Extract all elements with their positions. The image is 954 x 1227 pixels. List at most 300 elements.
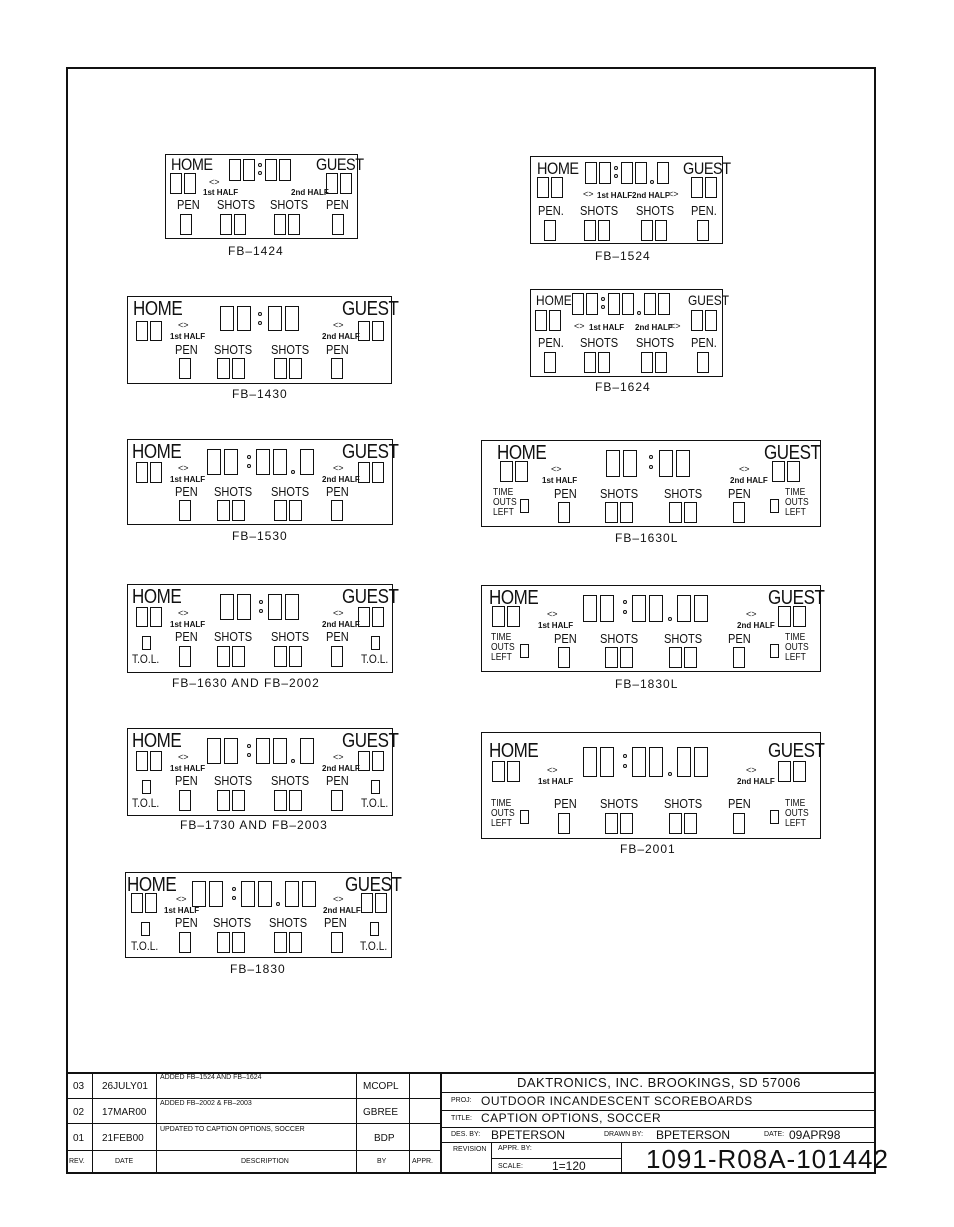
digit bbox=[584, 220, 596, 241]
digit bbox=[520, 644, 529, 658]
digit bbox=[224, 738, 238, 764]
colon-dot bbox=[649, 465, 653, 469]
possession-arrow-icon: <> bbox=[739, 464, 750, 474]
second-half-caption: 2nd HALF bbox=[322, 332, 360, 341]
home-caption: HOME bbox=[497, 442, 547, 464]
digit bbox=[179, 790, 191, 811]
shots-caption: SHOTS bbox=[271, 484, 310, 499]
pen-caption: PEN bbox=[326, 484, 349, 499]
digit bbox=[658, 293, 670, 315]
possession-arrow-icon: <> bbox=[668, 189, 679, 199]
digit bbox=[371, 780, 380, 794]
digit bbox=[256, 449, 270, 475]
colon-dot bbox=[601, 297, 605, 301]
digit bbox=[793, 761, 806, 782]
shots-caption: SHOTS bbox=[600, 796, 639, 811]
second-half-caption: 2nd HALF bbox=[322, 620, 360, 629]
first-half-caption: 1st HALF bbox=[597, 191, 633, 200]
description-header: DESCRIPTION bbox=[241, 1158, 289, 1165]
digit bbox=[621, 162, 633, 184]
digit bbox=[778, 606, 791, 627]
digit bbox=[256, 738, 270, 764]
pen-caption: PEN. bbox=[538, 203, 564, 218]
pen-caption: PEN bbox=[175, 342, 198, 357]
digit bbox=[558, 502, 570, 523]
pen-caption: PEN bbox=[728, 486, 751, 501]
shots-caption: SHOTS bbox=[271, 773, 310, 788]
shots-caption: SHOTS bbox=[214, 342, 253, 357]
possession-arrow-icon: <> bbox=[178, 463, 189, 473]
digit bbox=[649, 747, 663, 777]
digit bbox=[787, 461, 800, 482]
home-caption: HOME bbox=[132, 441, 182, 463]
digit bbox=[150, 607, 162, 627]
revision-by: MCOPL bbox=[363, 1081, 399, 1092]
digit bbox=[558, 647, 570, 668]
time-outs-left-caption: TIME OUTS LEFT bbox=[491, 632, 515, 663]
digit bbox=[232, 646, 245, 667]
scoreboard-fb1830 bbox=[125, 872, 402, 958]
digit bbox=[340, 173, 352, 194]
digit bbox=[605, 647, 618, 668]
digit bbox=[331, 646, 343, 667]
second-half-caption: 2nd HALF bbox=[635, 323, 673, 332]
possession-arrow-icon: <> bbox=[333, 608, 344, 618]
digit bbox=[136, 607, 148, 627]
drawn-label: DRAWN BY: bbox=[604, 1131, 644, 1138]
possession-arrow-icon: <> bbox=[583, 189, 594, 199]
digit bbox=[372, 751, 384, 771]
digit bbox=[632, 747, 646, 777]
decimal-dot bbox=[637, 311, 641, 315]
shots-caption: SHOTS bbox=[214, 484, 253, 499]
scoreboard-fb1430 bbox=[127, 296, 399, 384]
digit bbox=[285, 306, 299, 331]
digit bbox=[229, 159, 241, 181]
model-label: FB–2001 bbox=[620, 842, 676, 856]
home-caption: HOME bbox=[127, 874, 177, 896]
digit bbox=[274, 500, 287, 521]
digit bbox=[243, 159, 255, 181]
guest-caption: GUEST bbox=[342, 441, 399, 463]
time-outs-left-caption: TIME OUTS LEFT bbox=[493, 487, 517, 518]
first-half-caption: 1st HALF bbox=[170, 475, 206, 484]
revision-date: 21FEB00 bbox=[102, 1133, 144, 1144]
digit bbox=[361, 893, 373, 913]
second-half-caption: 2nd HALF bbox=[323, 906, 361, 915]
scoreboard-fb1524 bbox=[530, 156, 731, 244]
possession-arrow-icon: <> bbox=[670, 321, 681, 331]
pen-caption: PEN bbox=[554, 486, 577, 501]
rev-header: REV. bbox=[69, 1158, 85, 1165]
digit bbox=[375, 893, 387, 913]
digit bbox=[535, 310, 547, 331]
digit bbox=[331, 790, 343, 811]
colon-dot bbox=[614, 166, 618, 170]
digit bbox=[598, 220, 610, 241]
digit bbox=[694, 747, 708, 777]
digit bbox=[274, 932, 287, 953]
digit bbox=[549, 310, 561, 331]
tol-caption: T.O.L. bbox=[361, 652, 389, 666]
digit bbox=[507, 606, 520, 627]
digit bbox=[551, 177, 563, 198]
pen-caption: PEN bbox=[728, 631, 751, 646]
guest-caption: GUEST bbox=[345, 874, 402, 896]
digit bbox=[358, 321, 370, 341]
digit bbox=[635, 162, 647, 184]
digit bbox=[697, 220, 709, 241]
digit bbox=[632, 595, 646, 622]
digit bbox=[733, 647, 745, 668]
possession-arrow-icon: <> bbox=[333, 320, 344, 330]
home-caption: HOME bbox=[132, 730, 182, 752]
shots-caption: SHOTS bbox=[271, 342, 310, 357]
guest-caption: GUEST bbox=[688, 292, 729, 308]
digit bbox=[217, 358, 230, 379]
possession-arrow-icon: <> bbox=[178, 752, 189, 762]
possession-arrow-icon: <> bbox=[551, 464, 562, 474]
digit bbox=[600, 747, 614, 777]
digit bbox=[606, 450, 620, 477]
digit bbox=[274, 646, 287, 667]
shots-caption: SHOTS bbox=[664, 486, 703, 501]
digit bbox=[371, 636, 380, 650]
digit bbox=[224, 449, 238, 475]
decimal-dot bbox=[276, 902, 280, 906]
digit bbox=[705, 177, 717, 198]
pen-caption: PEN bbox=[175, 773, 198, 788]
date-label: DATE: bbox=[764, 1131, 785, 1138]
colon-dot bbox=[258, 321, 262, 325]
pen-caption: PEN. bbox=[691, 335, 717, 350]
appr-label: APPR. BY: bbox=[498, 1145, 532, 1152]
pen-caption: PEN bbox=[175, 484, 198, 499]
shots-caption: SHOTS bbox=[214, 773, 253, 788]
decimal-dot bbox=[291, 759, 295, 763]
pen-caption: PEN bbox=[326, 629, 349, 644]
digit bbox=[265, 159, 277, 181]
digit bbox=[492, 761, 505, 782]
drawing-title: CAPTION OPTIONS, SOCCER bbox=[481, 1111, 662, 1125]
digit bbox=[220, 214, 232, 235]
colon-dot bbox=[247, 464, 251, 468]
time-outs-left-caption: TIME OUTS LEFT bbox=[785, 798, 809, 829]
shots-caption: SHOTS bbox=[269, 915, 308, 930]
digit bbox=[584, 352, 596, 373]
decimal-dot bbox=[291, 470, 295, 474]
drawing-number: 1091-R08A-101442 bbox=[646, 1144, 889, 1174]
digit bbox=[500, 461, 513, 482]
digit bbox=[207, 738, 221, 764]
by-header: BY bbox=[377, 1158, 387, 1165]
tol-caption: T.O.L. bbox=[360, 939, 388, 953]
first-half-caption: 1st HALF bbox=[170, 332, 206, 341]
home-caption: HOME bbox=[489, 740, 539, 762]
digit bbox=[331, 358, 343, 379]
digit bbox=[572, 293, 584, 315]
digit bbox=[331, 500, 343, 521]
home-caption: HOME bbox=[171, 155, 213, 174]
digit bbox=[300, 738, 314, 764]
home-caption: HOME bbox=[489, 587, 539, 609]
first-half-caption: 1st HALF bbox=[542, 476, 578, 485]
digit bbox=[770, 810, 779, 824]
guest-caption: GUEST bbox=[342, 298, 399, 320]
digit bbox=[520, 499, 529, 513]
scoreboard-fb1530 bbox=[127, 439, 399, 525]
revision-number: 01 bbox=[73, 1133, 85, 1144]
scoreboard-fb2001 bbox=[481, 732, 825, 839]
shots-caption: SHOTS bbox=[217, 197, 256, 212]
shots-caption: SHOTS bbox=[580, 203, 619, 218]
proj-label: PROJ: bbox=[451, 1097, 472, 1104]
shots-caption: SHOTS bbox=[580, 335, 619, 350]
digit bbox=[241, 881, 255, 907]
digit bbox=[289, 790, 302, 811]
model-label: FB–1630L bbox=[615, 531, 679, 545]
scoreboard-fb1630l bbox=[481, 440, 821, 527]
second-half-caption: 2nd HALF bbox=[737, 621, 775, 630]
title-label: TITLE: bbox=[451, 1115, 473, 1122]
digit bbox=[649, 595, 663, 622]
digit bbox=[770, 499, 779, 513]
company-name: DAKTRONICS, INC. BROOKINGS, SD 57006 bbox=[517, 1075, 801, 1090]
time-outs-left-caption: TIME OUTS LEFT bbox=[785, 632, 809, 663]
possession-arrow-icon: <> bbox=[746, 765, 757, 775]
digit bbox=[623, 450, 637, 477]
digit bbox=[217, 646, 230, 667]
pen-caption: PEN bbox=[175, 915, 198, 930]
digit bbox=[220, 306, 234, 331]
possession-arrow-icon: <> bbox=[176, 894, 187, 904]
digit bbox=[131, 893, 143, 913]
time-outs-left-caption: TIME OUTS LEFT bbox=[491, 798, 515, 829]
pen-caption: PEN bbox=[326, 773, 349, 788]
model-label: FB–1730 AND FB–2003 bbox=[180, 818, 328, 832]
shots-caption: SHOTS bbox=[270, 197, 309, 212]
shots-caption: SHOTS bbox=[600, 631, 639, 646]
pen-caption: PEN bbox=[324, 915, 347, 930]
digit bbox=[733, 813, 745, 834]
digit bbox=[289, 500, 302, 521]
colon-dot bbox=[259, 600, 263, 604]
revision-by: GBREE bbox=[363, 1107, 399, 1118]
model-label: FB–1630 AND FB–2002 bbox=[172, 676, 320, 690]
digit bbox=[136, 321, 148, 341]
digit bbox=[583, 595, 597, 622]
digit bbox=[268, 306, 282, 331]
digit bbox=[772, 461, 785, 482]
shots-caption: SHOTS bbox=[636, 335, 675, 350]
revision-description: ADDED FB–1524 AND FB–1624 bbox=[160, 1074, 262, 1081]
model-label: FB–1830L bbox=[615, 677, 679, 691]
digit bbox=[279, 159, 291, 181]
digit bbox=[608, 293, 620, 315]
digit bbox=[583, 747, 597, 777]
guest-caption: GUEST bbox=[768, 587, 825, 609]
second-half-caption: 2nd HALF bbox=[322, 764, 360, 773]
first-half-caption: 1st HALF bbox=[170, 620, 206, 629]
digit bbox=[302, 881, 316, 907]
home-caption: HOME bbox=[133, 298, 183, 320]
colon-dot bbox=[623, 610, 627, 614]
digit bbox=[207, 449, 221, 475]
scale-label: SCALE: bbox=[498, 1163, 523, 1170]
digit bbox=[520, 810, 529, 824]
colon-dot bbox=[601, 305, 605, 309]
guest-caption: GUEST bbox=[342, 730, 399, 752]
drawing-scale: 1=120 bbox=[552, 1159, 586, 1173]
colon-dot bbox=[232, 896, 236, 900]
guest-caption: GUEST bbox=[316, 155, 364, 174]
shots-caption: SHOTS bbox=[664, 796, 703, 811]
digit bbox=[659, 450, 673, 477]
digit bbox=[289, 358, 302, 379]
tol-caption: T.O.L. bbox=[132, 652, 160, 666]
model-label: FB–1524 bbox=[595, 249, 651, 263]
designer: BPETERSON bbox=[491, 1128, 566, 1142]
digit bbox=[733, 502, 745, 523]
digit bbox=[289, 932, 302, 953]
digit bbox=[274, 790, 287, 811]
first-half-caption: 1st HALF bbox=[170, 764, 206, 773]
digit bbox=[515, 461, 528, 482]
digit bbox=[641, 220, 653, 241]
pen-caption: PEN. bbox=[691, 203, 717, 218]
scoreboard-fb1630 bbox=[127, 584, 399, 673]
digit bbox=[492, 606, 505, 627]
time-outs-left-caption: TIME OUTS LEFT bbox=[785, 487, 809, 518]
colon-dot bbox=[258, 163, 262, 167]
first-half-caption: 1st HALF bbox=[203, 188, 239, 197]
model-label: FB–1424 bbox=[228, 244, 284, 258]
second-half-caption: 2nd HALF bbox=[322, 475, 360, 484]
digit bbox=[691, 310, 703, 331]
scoreboard-fb1730 bbox=[127, 728, 399, 816]
digit bbox=[605, 813, 618, 834]
digit bbox=[142, 636, 151, 650]
pen-caption: PEN. bbox=[538, 335, 564, 350]
revision-label: REVISION bbox=[453, 1146, 487, 1153]
digit bbox=[234, 214, 246, 235]
tol-caption: T.O.L. bbox=[132, 796, 160, 810]
shots-caption: SHOTS bbox=[213, 915, 252, 930]
drafter: BPETERSON bbox=[656, 1128, 731, 1142]
date-header: DATE bbox=[115, 1158, 134, 1165]
model-label: FB–1830 bbox=[230, 962, 286, 976]
digit bbox=[232, 500, 245, 521]
first-half-caption: 1st HALF bbox=[538, 621, 574, 630]
digit bbox=[170, 173, 182, 194]
digit bbox=[677, 595, 691, 622]
digit bbox=[332, 214, 344, 235]
first-half-caption: 1st HALF bbox=[589, 323, 625, 332]
digit bbox=[586, 293, 598, 315]
digit bbox=[288, 214, 300, 235]
digit bbox=[150, 751, 162, 771]
shots-caption: SHOTS bbox=[600, 486, 639, 501]
digit bbox=[585, 162, 597, 184]
digit bbox=[179, 500, 191, 521]
digit bbox=[273, 449, 287, 475]
digit bbox=[684, 502, 697, 523]
decimal-dot bbox=[650, 180, 654, 184]
colon-dot bbox=[259, 609, 263, 613]
possession-arrow-icon: <> bbox=[746, 609, 757, 619]
scoreboard-fb1424 bbox=[165, 154, 364, 239]
digit bbox=[770, 644, 779, 658]
pen-caption: PEN bbox=[554, 631, 577, 646]
digit bbox=[372, 462, 384, 483]
digit bbox=[372, 321, 384, 341]
title-block bbox=[66, 1072, 889, 1174]
digit bbox=[507, 761, 520, 782]
digit bbox=[370, 922, 379, 936]
revision-number: 03 bbox=[73, 1081, 85, 1092]
digit bbox=[598, 352, 610, 373]
digit bbox=[326, 173, 338, 194]
second-half-caption: 2nd HALF bbox=[730, 476, 768, 485]
colon-dot bbox=[258, 171, 262, 175]
colon-dot bbox=[623, 764, 627, 768]
digit bbox=[372, 607, 384, 627]
possession-arrow-icon: <> bbox=[547, 765, 558, 775]
digit bbox=[232, 358, 245, 379]
shots-caption: SHOTS bbox=[271, 629, 310, 644]
digit bbox=[331, 932, 343, 953]
digit bbox=[669, 502, 682, 523]
scoreboard-fb1830l bbox=[481, 585, 825, 672]
tol-caption: T.O.L. bbox=[131, 939, 159, 953]
digit bbox=[192, 881, 206, 907]
digit bbox=[232, 790, 245, 811]
digit bbox=[285, 594, 299, 620]
colon-dot bbox=[232, 887, 236, 891]
digit bbox=[136, 751, 148, 771]
tol-caption: T.O.L. bbox=[361, 796, 389, 810]
pen-caption: PEN bbox=[728, 796, 751, 811]
revision-description: UPDATED TO CAPTION OPTIONS, SOCCER bbox=[160, 1126, 305, 1133]
pen-caption: PEN bbox=[554, 796, 577, 811]
digit bbox=[273, 738, 287, 764]
first-half-caption: 1st HALF bbox=[164, 906, 200, 915]
possession-arrow-icon: <> bbox=[178, 608, 189, 618]
digit bbox=[274, 358, 287, 379]
digit bbox=[136, 462, 148, 483]
pen-caption: PEN bbox=[326, 197, 349, 212]
digit bbox=[141, 922, 150, 936]
possession-arrow-icon: <> bbox=[178, 320, 189, 330]
digit bbox=[179, 358, 191, 379]
guest-caption: GUEST bbox=[683, 159, 731, 178]
digit bbox=[697, 352, 709, 373]
digit bbox=[691, 177, 703, 198]
second-half-caption: 2nd HALF bbox=[632, 191, 670, 200]
guest-caption: GUEST bbox=[342, 586, 399, 608]
colon-dot bbox=[247, 753, 251, 757]
home-caption: HOME bbox=[132, 586, 182, 608]
digit bbox=[217, 790, 230, 811]
colon-dot bbox=[258, 312, 262, 316]
digit bbox=[605, 502, 618, 523]
digit bbox=[358, 751, 370, 771]
possession-arrow-icon: <> bbox=[333, 463, 344, 473]
digit bbox=[793, 606, 806, 627]
digit bbox=[232, 932, 245, 953]
digit bbox=[289, 646, 302, 667]
digit bbox=[217, 932, 230, 953]
